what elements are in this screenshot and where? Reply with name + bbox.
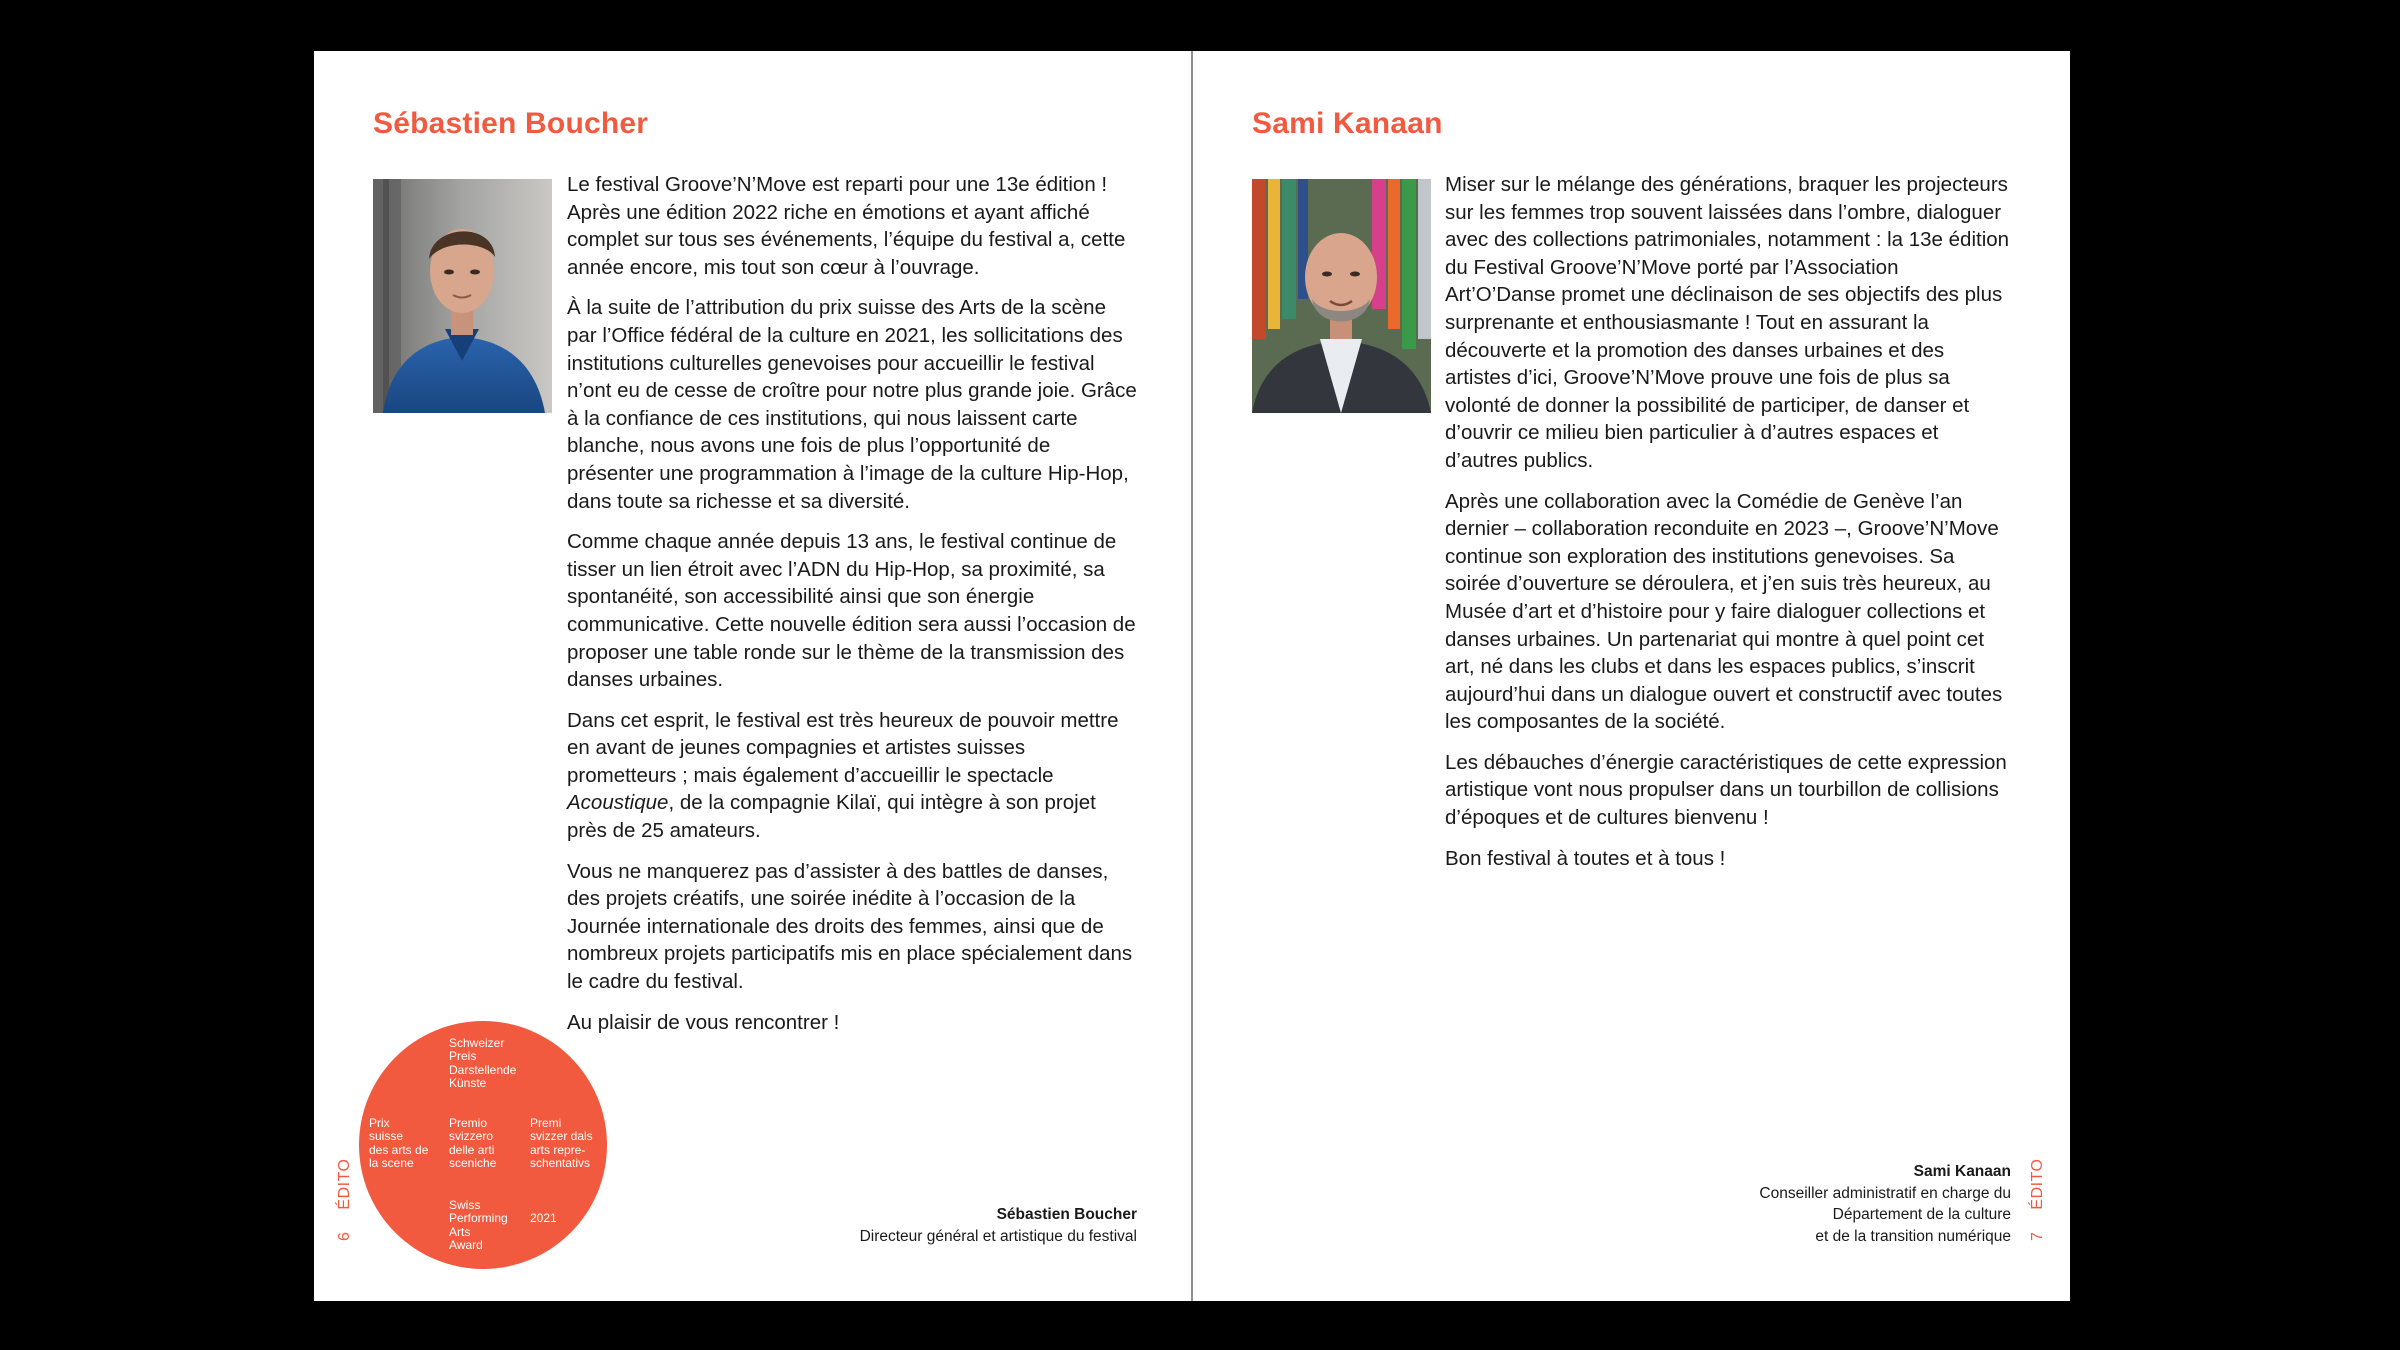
paragraph: À la suite de l’attribution du prix suisse des Arts de la scène par l’Office fédéral de la culture en 2021, les sollicitations des institutions culturelles genevoises pour accueillir le festival n’ont eu de cesse de croître pour notre plus grande joie. Grâce à la confiance de ces institutions, qui nous laissent carte blanche, nous avons une fois de plus l’opportunité de présenter une programmation à l’image de la culture Hip-Hop, dans toute sa richesse et sa diversité. <box>567 296 1137 513</box>
paragraph: Comme chaque année depuis 13 ans, le festival continue de tisser un lien étroit avec l’ADN du Hip-Hop, sa proximité, sa spontanéité, son accessibilité ainsi que son énergie communicative. Cette nouvelle édition sera aussi l’occasion de proposer une table ronde sur le thème de la transmission des danses urbaines. <box>567 530 1136 692</box>
signature-role-line: Conseiller administratif en charge du <box>1759 1184 2011 1202</box>
paragraph: Le festival Groove’N’Move est reparti pour une 13e édition ! Après une édition 2022 riche en émotions et ayant affiché complet sur tous ses événements, l’équipe du festival a, cette année encore, mis tout son cœur à l’ouvrage. <box>567 173 1126 279</box>
badge-year: 2021 <box>530 1211 557 1225</box>
swiss-arts-award-badge <box>359 1021 607 1269</box>
portrait-photo <box>373 179 552 413</box>
badge-text-de: Schweizer Preis Darstellende Künste <box>449 1036 517 1091</box>
page-number: 6 <box>336 1231 353 1241</box>
portrait-sebastien-boucher <box>373 179 552 413</box>
paragraph <box>567 707 1138 845</box>
portrait-photo <box>1252 179 1431 413</box>
badge-text-en: Swiss Performing Arts Award <box>449 1198 508 1253</box>
section-label: ÉDITO <box>336 1158 353 1210</box>
signature-role-line: Département de la culture <box>1832 1206 2011 1223</box>
paragraph: Bon festival à toutes et à tous ! <box>1445 846 1726 870</box>
badge-text-fr: Prix suisse des arts de la scene <box>369 1116 429 1171</box>
signature-role-line: et de la transition numérique <box>1815 1227 2011 1245</box>
right-signature <box>1759 1161 2011 1247</box>
right-page-title: Sami Kanaan <box>1252 107 1443 140</box>
badge-text-it: Premio svizzero delle arti sceniche <box>449 1116 497 1171</box>
left-page-title: Sébastien Boucher <box>373 107 649 140</box>
left-page <box>314 51 1192 1301</box>
paragraph: Au plaisir de vous rencontrer ! <box>567 1010 840 1034</box>
right-folio <box>2029 1158 2047 1241</box>
signature-name: Sébastien Boucher <box>996 1206 1137 1223</box>
signature-role: Directeur général et artistique du festival <box>859 1227 1137 1245</box>
left-folio <box>336 1158 354 1241</box>
page-number: 7 <box>2029 1231 2046 1241</box>
paragraph-part: Dans cet esprit, le festival est très heureux de pouvoir mettre en avant de jeunes compagnies et artistes suisses prometteurs ; mais également d’accueillir le spectacle <box>567 708 1119 787</box>
show-title: Acoustique <box>567 791 669 815</box>
paragraph: Après une collaboration avec la Comédie de Genève l’an dernier – collaboration reconduite en 2023 –, Groove’N’Move continue son exploration des institutions genevoises. Sa soirée d’ouverture se déroulera, et j’en suis très heureux, au Musée d’art et d’histoire pour y faire dialoguer collections et danses urbaines. Un partenariat qui montre à quel point cet art, né dans les clubs et dans les espaces publics, s’inscrit aujourd’hui dans un dialogue ouvert et constructif avec toutes les composantes de la société. <box>1445 489 2003 734</box>
paragraph-part: , de la compagnie Kilaï, qui intègre à son projet près de 25 amateurs. <box>567 791 1096 843</box>
portrait-sami-kanaan <box>1252 179 1431 413</box>
badge-text-rm: Premi svizzer dals arts repre- schentativs <box>530 1116 593 1171</box>
left-signature <box>860 1204 1137 1247</box>
left-body-text <box>567 171 1138 1049</box>
paragraph: Les débauches d’énergie caractéristiques de cette expression artistique vont nous propulser dans un tourbillon de collisions d’époques et de cultures bienvenu ! <box>1445 750 2007 830</box>
right-body-text <box>1445 171 2012 885</box>
signature-name: Sami Kanaan <box>1913 1163 2011 1180</box>
paragraph: Miser sur le mélange des générations, braquer les projecteurs sur les femmes trop souvent laissées dans l’ombre, dialoguer avec des collections patrimoniales, notamment : la 13e édition du Festival Groove’N’Move porté par l’Association Art’O’Danse promet une déclinaison de ses objectifs des plus surprenante et enthousiasmante ! Tout en assurant la découverte et la promotion des danses urbaines et des artistes d’ici, Groove’N’Move prouve une fois de plus sa volonté de donner la possibilité de participer, de danser et d’ouvrir ce milieu bien particulier à d’autres espaces et d’autres publics. <box>1445 173 2010 472</box>
section-label: ÉDITO <box>2029 1158 2046 1210</box>
right-page <box>1193 51 2070 1301</box>
paragraph: Vous ne manquerez pas d’assister à des battles de danses, des projets créatifs, une soirée inédite à l’occasion de la Journée internationale des droits des femmes, ainsi que de nombreux projets participatifs mis en place spécialement dans le cadre du festival. <box>567 859 1133 994</box>
